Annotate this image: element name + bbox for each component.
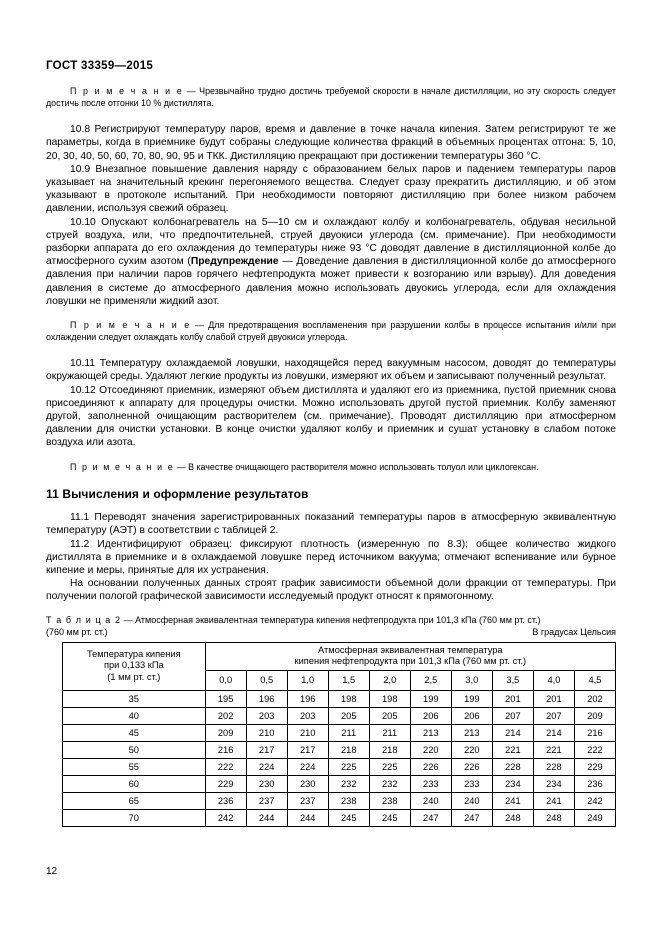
paragraph-10-10 — [46, 216, 616, 308]
aet-cell-4-8: 228 — [533, 758, 574, 775]
aet-cell-5-9: 236 — [574, 775, 615, 792]
aet-table — [62, 642, 616, 827]
aet-cell-0-4: 198 — [369, 690, 410, 707]
aet-cell-0-9: 202 — [574, 690, 615, 707]
aet-cell-3-4: 218 — [369, 741, 410, 758]
aet-cell-6-0: 236 — [205, 792, 246, 809]
aet-cell-5-8: 234 — [533, 775, 574, 792]
aet-cell-6-7: 241 — [492, 792, 533, 809]
aet-cell-1-3: 205 — [328, 707, 369, 724]
aet-cell-2-5: 213 — [410, 724, 451, 741]
aet-cell-0-0: 195 — [205, 690, 246, 707]
aet-cell-6-4: 238 — [369, 792, 410, 809]
aet-cell-1-7: 207 — [492, 707, 533, 724]
aet-row-header-line-3: (1 мм рт. ст.) — [107, 671, 161, 682]
aet-cell-7-1: 244 — [246, 809, 287, 826]
aet-cell-0-1: 196 — [246, 690, 287, 707]
aet-row-label-4: 55 — [63, 758, 206, 775]
paragraph-11-2: 11.2 Идентифицируют образец: фиксируют плотность (измеренную по 8.3); общее количество жидкого дистиллята в приемнике и в охлаждаемой ловушке перед источником вакуума; отмечают вспенивание или бурное кипение и меры, принятые для их устранения. — [46, 538, 616, 577]
table-row — [63, 741, 616, 758]
aet-row-header-line-2: при 0,133 кПа — [103, 660, 164, 671]
aet-cell-3-8: 221 — [533, 741, 574, 758]
aet-row-header-cell — [63, 642, 206, 690]
aet-row-label-1: 40 — [63, 707, 206, 724]
aet-span-header-line-1: Атмосферная эквивалентная температура — [318, 644, 503, 655]
note-label-1: П р и м е ч а н и е — [70, 86, 184, 96]
paragraph-10-9: 10.9 Внезапное повышение давления наряду с образованием белых паров и падением температуры паров указывает на значительный крекинг перегоняемого вещества. Следует сразу прекратить дистилляцию, и об этом указывают в протоколе испытаний. При необходимости повторяют дистилляцию при более низком рабочем давлении, используя свежий образец. — [46, 163, 616, 215]
aet-cell-4-6: 226 — [451, 758, 492, 775]
document-body — [46, 86, 616, 827]
aet-subheader-0: 0,0 — [205, 670, 246, 690]
aet-cell-2-7: 214 — [492, 724, 533, 741]
aet-cell-7-9: 249 — [574, 809, 615, 826]
table-row — [63, 775, 616, 792]
table-caption-second-line — [46, 626, 616, 638]
aet-subheader-8: 4,0 — [533, 670, 574, 690]
section-heading-11: 11 Вычисления и оформление результатов — [46, 487, 309, 502]
aet-cell-1-2: 203 — [287, 707, 328, 724]
aet-cell-2-9: 216 — [574, 724, 615, 741]
aet-cell-5-6: 233 — [451, 775, 492, 792]
aet-subheader-4: 2,0 — [369, 670, 410, 690]
note-label-2: П р и м е ч а н и е — [70, 320, 191, 331]
aet-cell-3-0: 216 — [205, 741, 246, 758]
aet-cell-1-9: 209 — [574, 707, 615, 724]
paragraph-11-1: 11.1 Переводят значения зарегистрированных показаний температуры паров в атмосферную эквивалентную температуру (АЭТ) в соответствии с таблицей 2. — [46, 512, 616, 537]
aet-span-header-cell — [205, 642, 615, 670]
aet-span-header-line-2: кипения нефтепродукта при 101,3 кПа (760 мм рт. ст.) — [294, 656, 527, 667]
aet-subheader-6: 3,0 — [451, 670, 492, 690]
aet-cell-7-3: 245 — [328, 809, 369, 826]
aet-cell-3-3: 218 — [328, 741, 369, 758]
aet-row-label-5: 60 — [63, 775, 206, 792]
aet-subheader-3: 1,5 — [328, 670, 369, 690]
aet-row-label-0: 35 — [63, 690, 206, 707]
aet-cell-7-4: 245 — [369, 809, 410, 826]
paragraph-10-10-part1: 10.10 Опускают колбонагреватель на 5—10 см и охлаждают колбу и колбонагреватель, обдувая несильной струей воздуха, или, что предпочтительней, струей двуокиси углерода (см. примечание). При необходимости разборки аппарата до его охлаждения до температуры ниже 93 °С доводят давление в дистилляционной колбе до атмосферного сухим азотом ( — [46, 216, 616, 268]
aet-cell-6-3: 238 — [328, 792, 369, 809]
aet-cell-3-5: 220 — [410, 741, 451, 758]
aet-cell-2-3: 211 — [328, 724, 369, 741]
aet-cell-0-5: 199 — [410, 690, 451, 707]
table-caption-label: Т а б л и ц а 2 — [46, 614, 122, 625]
aet-cell-5-5: 233 — [410, 775, 451, 792]
table-row — [63, 690, 616, 707]
aet-cell-7-8: 248 — [533, 809, 574, 826]
aet-cell-1-6: 206 — [451, 707, 492, 724]
aet-cell-0-7: 201 — [492, 690, 533, 707]
aet-table-body — [63, 690, 616, 826]
aet-cell-1-1: 203 — [246, 707, 287, 724]
aet-table-header-row-1 — [63, 642, 616, 670]
paragraph-final: На основании полученных данных строят график зависимости объемной доли фракции от температуры. При получении пологой графической зависимости исследуемый продукт относят к прямогонному. — [46, 578, 616, 603]
note-paragraph-3 — [46, 462, 616, 474]
table-caption-text: — Атмосферная эквивалентная температура кипения нефтепродукта при 101,3 кПа (760 мм рт. ст.) — [121, 614, 541, 625]
aet-cell-5-3: 232 — [328, 775, 369, 792]
aet-cell-4-2: 224 — [287, 758, 328, 775]
aet-cell-0-6: 199 — [451, 690, 492, 707]
paragraph-10-11: 10.11 Температуру охлаждаемой ловушки, находящейся перед вакуумным насосом, доводят до температуры окружающей среды. Удаляют легкие продукты из ловушки, измеряют их объем и записывают полученный результат. — [46, 358, 616, 383]
aet-cell-5-7: 234 — [492, 775, 533, 792]
note-label-3: П р и м е ч а н и е — [70, 461, 175, 472]
aet-cell-2-4: 211 — [369, 724, 410, 741]
aet-cell-7-2: 244 — [287, 809, 328, 826]
aet-cell-3-9: 222 — [574, 741, 615, 758]
warning-keyword: Предупреждение — [190, 256, 279, 268]
aet-cell-2-2: 210 — [287, 724, 328, 741]
table-row — [63, 792, 616, 809]
aet-cell-7-6: 247 — [451, 809, 492, 826]
note-paragraph-1 — [46, 86, 616, 109]
table-caption-continuation: (760 мм рт. ст.) — [46, 626, 108, 637]
note-paragraph-2 — [46, 320, 616, 343]
aet-cell-6-6: 240 — [451, 792, 492, 809]
aet-subheader-2: 1,0 — [287, 670, 328, 690]
aet-cell-3-2: 217 — [287, 741, 328, 758]
aet-cell-0-8: 201 — [533, 690, 574, 707]
aet-cell-5-2: 230 — [287, 775, 328, 792]
paragraph-10-12: 10.12 Отсоединяют приемник, измеряют объем дистиллята и удаляют его из приемника, пустой приемник снова присоединяют к аппарату для процедуры очистки. Можно использовать другой пустой приемник. Колбу заменяют другой, заполненной очищающим растворителем (см. примечание). Проводят дистилляцию при атмосферном давлении для очистки установки. В конце очистки удаляют колбу и приемник и сушат установку в слабом потоке воздуха или азота. — [46, 384, 616, 449]
aet-subheader-1: 0,5 — [246, 670, 287, 690]
table-units-note: В градусах Цельсия — [532, 626, 616, 637]
paragraph-10-10-part2: — Доведение давления в дистилляционной колбе до атмосферного давления при наличии паров горячего нефтепродукта может привести к возгоранию или взрыву). Для доведения давления в системе до атмосферного давления можно использовать двуокись углерода, если для охлаждения ловушки не применяли жидкий азот. — [46, 256, 616, 307]
aet-row-label-2: 45 — [63, 724, 206, 741]
aet-subheader-9: 4,5 — [574, 670, 615, 690]
paragraph-10-8: 10.8 Регистрируют температуру паров, время и давление в точке начала кипения. Затем регистрируют те же параметры, когда в приемнике будут собраны следующие количества фракций в объемных процентах отгона: 5, 10, 20, 30, 40, 50, 60, 70, 80, 90, 95 и ТКК. Дистилляцию прекращают при достижении температуры 360 °С. — [46, 124, 616, 162]
aet-cell-4-7: 228 — [492, 758, 533, 775]
aet-cell-4-0: 222 — [205, 758, 246, 775]
aet-cell-1-5: 206 — [410, 707, 451, 724]
aet-cell-6-9: 242 — [574, 792, 615, 809]
aet-cell-2-8: 214 — [533, 724, 574, 741]
aet-cell-2-1: 210 — [246, 724, 287, 741]
aet-cell-0-2: 196 — [287, 690, 328, 707]
aet-cell-6-2: 237 — [287, 792, 328, 809]
aet-cell-7-5: 247 — [410, 809, 451, 826]
aet-cell-4-3: 225 — [328, 758, 369, 775]
aet-cell-5-0: 229 — [205, 775, 246, 792]
aet-cell-3-6: 220 — [451, 741, 492, 758]
table-caption — [46, 614, 616, 626]
aet-row-label-7: 70 — [63, 809, 206, 826]
aet-cell-5-1: 230 — [246, 775, 287, 792]
aet-cell-7-0: 242 — [205, 809, 246, 826]
aet-row-label-6: 65 — [63, 792, 206, 809]
aet-cell-4-4: 225 — [369, 758, 410, 775]
aet-cell-1-0: 202 — [205, 707, 246, 724]
aet-cell-0-3: 198 — [328, 690, 369, 707]
note-text-3: — В качестве очищающего растворителя можно использовать толуол или циклогексан. — [174, 461, 539, 472]
aet-subheader-5: 2,5 — [410, 670, 451, 690]
aet-cell-3-1: 217 — [246, 741, 287, 758]
aet-cell-4-1: 224 — [246, 758, 287, 775]
aet-table-head — [63, 642, 616, 690]
aet-row-header-line-1: Температура кипения — [86, 648, 181, 659]
aet-subheader-7: 3,5 — [492, 670, 533, 690]
table-row — [63, 758, 616, 775]
table-row — [63, 724, 616, 741]
note-text-2: — Для предотвращения воспламенения при разрушении колбы в процессе испытания и/или при охлаждении следует охлаждать колбу слабой струей двуокиси углерода. — [46, 320, 616, 342]
aet-cell-6-5: 240 — [410, 792, 451, 809]
aet-cell-6-8: 241 — [533, 792, 574, 809]
aet-cell-3-7: 221 — [492, 741, 533, 758]
aet-cell-6-1: 237 — [246, 792, 287, 809]
aet-cell-5-4: 232 — [369, 775, 410, 792]
aet-row-label-3: 50 — [63, 741, 206, 758]
table-row — [63, 809, 616, 826]
aet-cell-7-7: 248 — [492, 809, 533, 826]
aet-cell-1-8: 207 — [533, 707, 574, 724]
table-row — [63, 707, 616, 724]
note-text-1: — Чрезвычайно трудно достичь требуемой скорости в начале дистилляции, но эту скорость следует достичь после отгонки 10 % дистиллята. — [46, 86, 616, 108]
aet-cell-2-6: 213 — [451, 724, 492, 741]
aet-cell-2-0: 209 — [205, 724, 246, 741]
page-number: 12 — [46, 866, 58, 877]
aet-cell-4-9: 229 — [574, 758, 615, 775]
aet-cell-1-4: 205 — [369, 707, 410, 724]
aet-cell-4-5: 226 — [410, 758, 451, 775]
standard-header: ГОСТ 33359—2015 — [46, 60, 154, 72]
